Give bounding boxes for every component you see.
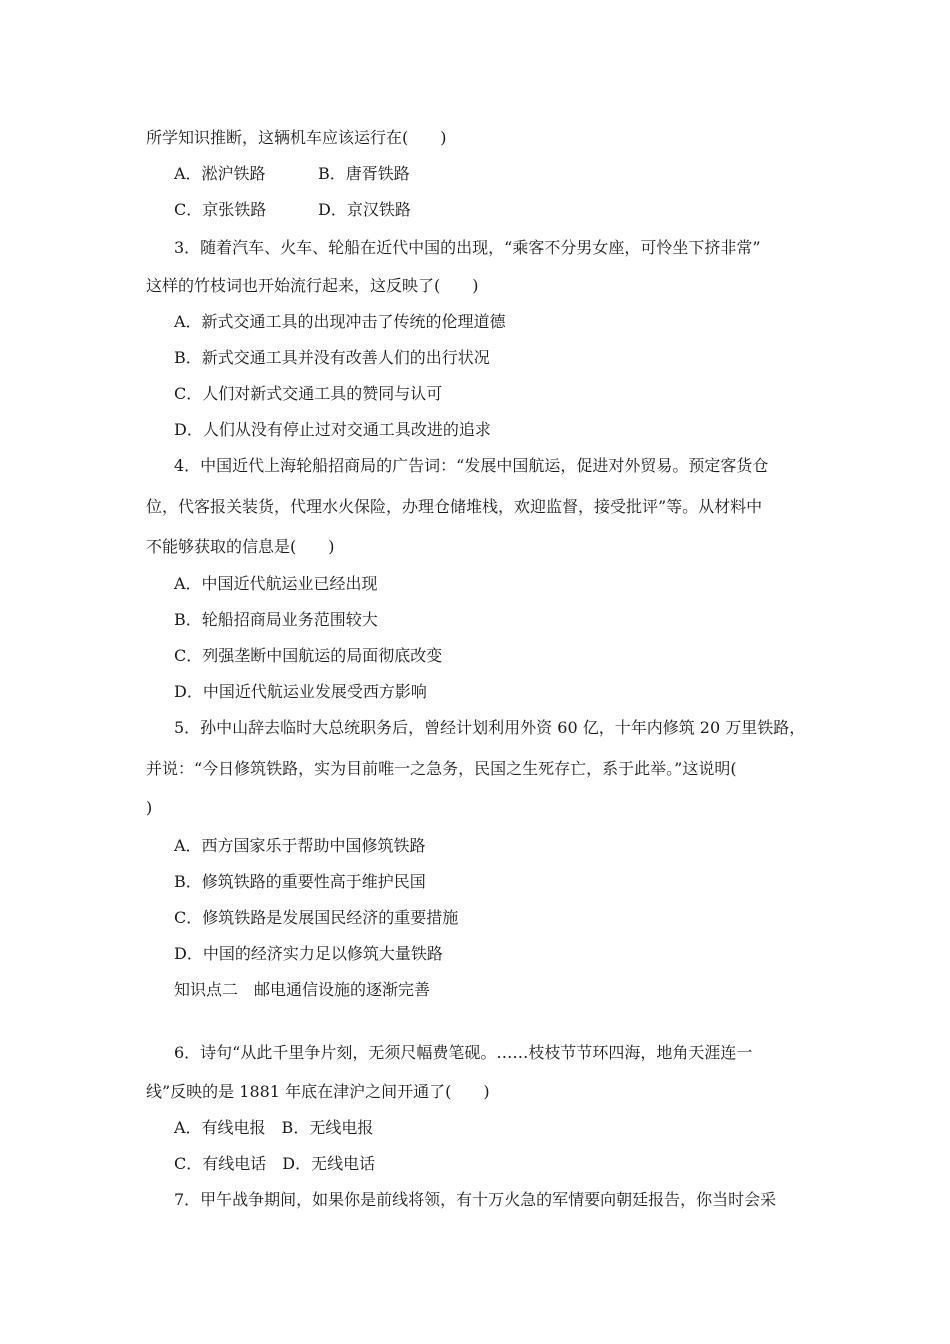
q5-option-a: A．西方国家乐于帮助中国修筑铁路 [174,836,426,855]
q4-stem-line-2: 位，代客报关装货，代理水火保险，办理仓储堆栈，欢迎监督，接受批评”等。从材料中 [146,497,763,516]
q3-option-d: D．人们从没有停止过对交通工具改进的追求 [174,420,491,439]
q5-option-c: C．修筑铁路是发展国民经济的重要措施 [174,908,459,927]
q2-option-a: A．淞沪铁路 [174,164,266,183]
q2-option-b: B．唐胥铁路 [318,164,410,183]
q3-option-a: A．新式交通工具的出现冲击了传统的伦理道德 [174,312,506,331]
q2-option-c: C．京张铁路 [174,200,267,219]
q6-options-cd: C．有线电话 D．无线电话 [174,1154,376,1173]
q5-stem-line-3: ) [146,798,153,817]
q4-stem-line-3: 不能够获取的信息是( ) [146,537,335,556]
q2-stem-continuation: 所学知识推断，这辆机车应该运行在( ) [146,128,447,147]
q5-stem-line-1: 5．孙中山辞去临时大总统职务后，曾经计划利用外资 60 亿，十年内修筑 20 万里铁路， [174,718,806,737]
q4-option-a: A．中国近代航运业已经出现 [174,574,378,593]
section-heading-knowledge-point-2: 知识点二 邮电通信设施的逐渐完善 [174,980,431,999]
q6-stem-line-1: 6．诗句“从此千里争片刻，无须尺幅费笔砚。……枝枝节节环四海，地角天涯连一 [174,1043,753,1062]
q5-option-d: D．中国的经济实力足以修筑大量铁路 [174,944,443,963]
q3-option-c: C．人们对新式交通工具的赞同与认可 [174,384,443,403]
q4-stem-line-1: 4．中国近代上海轮船招商局的广告词：“发展中国航运，促进对外贸易。预定客货仓 [174,456,769,475]
q5-stem-line-2: 并说：“今日修筑铁路，实为目前唯一之急务，民国之生死存亡，系于此举。”这说明( [146,759,737,778]
q6-stem-line-2: 线”反映的是 1881 年底在津沪之间开通了( ) [146,1082,490,1101]
q4-option-b: B．轮船招商局业务范围较大 [174,610,378,629]
q2-option-d: D．京汉铁路 [318,200,411,219]
q7-stem-line-1: 7．甲午战争期间，如果你是前线将领，有十万火急的军情要向朝廷报告，你当时会采 [174,1190,777,1209]
q4-option-d: D．中国近代航运业发展受西方影响 [174,682,427,701]
q3-stem-line-2: 这样的竹枝词也开始流行起来，这反映了( ) [146,276,479,295]
q3-option-b: B．新式交通工具并没有改善人们的出行状况 [174,348,490,367]
q5-option-b: B．修筑铁路的重要性高于维护民国 [174,872,426,891]
q4-option-c: C．列强垄断中国航运的局面彻底改变 [174,646,443,665]
q3-stem-line-1: 3．随着汽车、火车、轮船在近代中国的出现，“乘客不分男女座，可怜坐下挤非常” [174,238,761,257]
q6-options-ab: A．有线电报 B．无线电报 [174,1118,374,1137]
